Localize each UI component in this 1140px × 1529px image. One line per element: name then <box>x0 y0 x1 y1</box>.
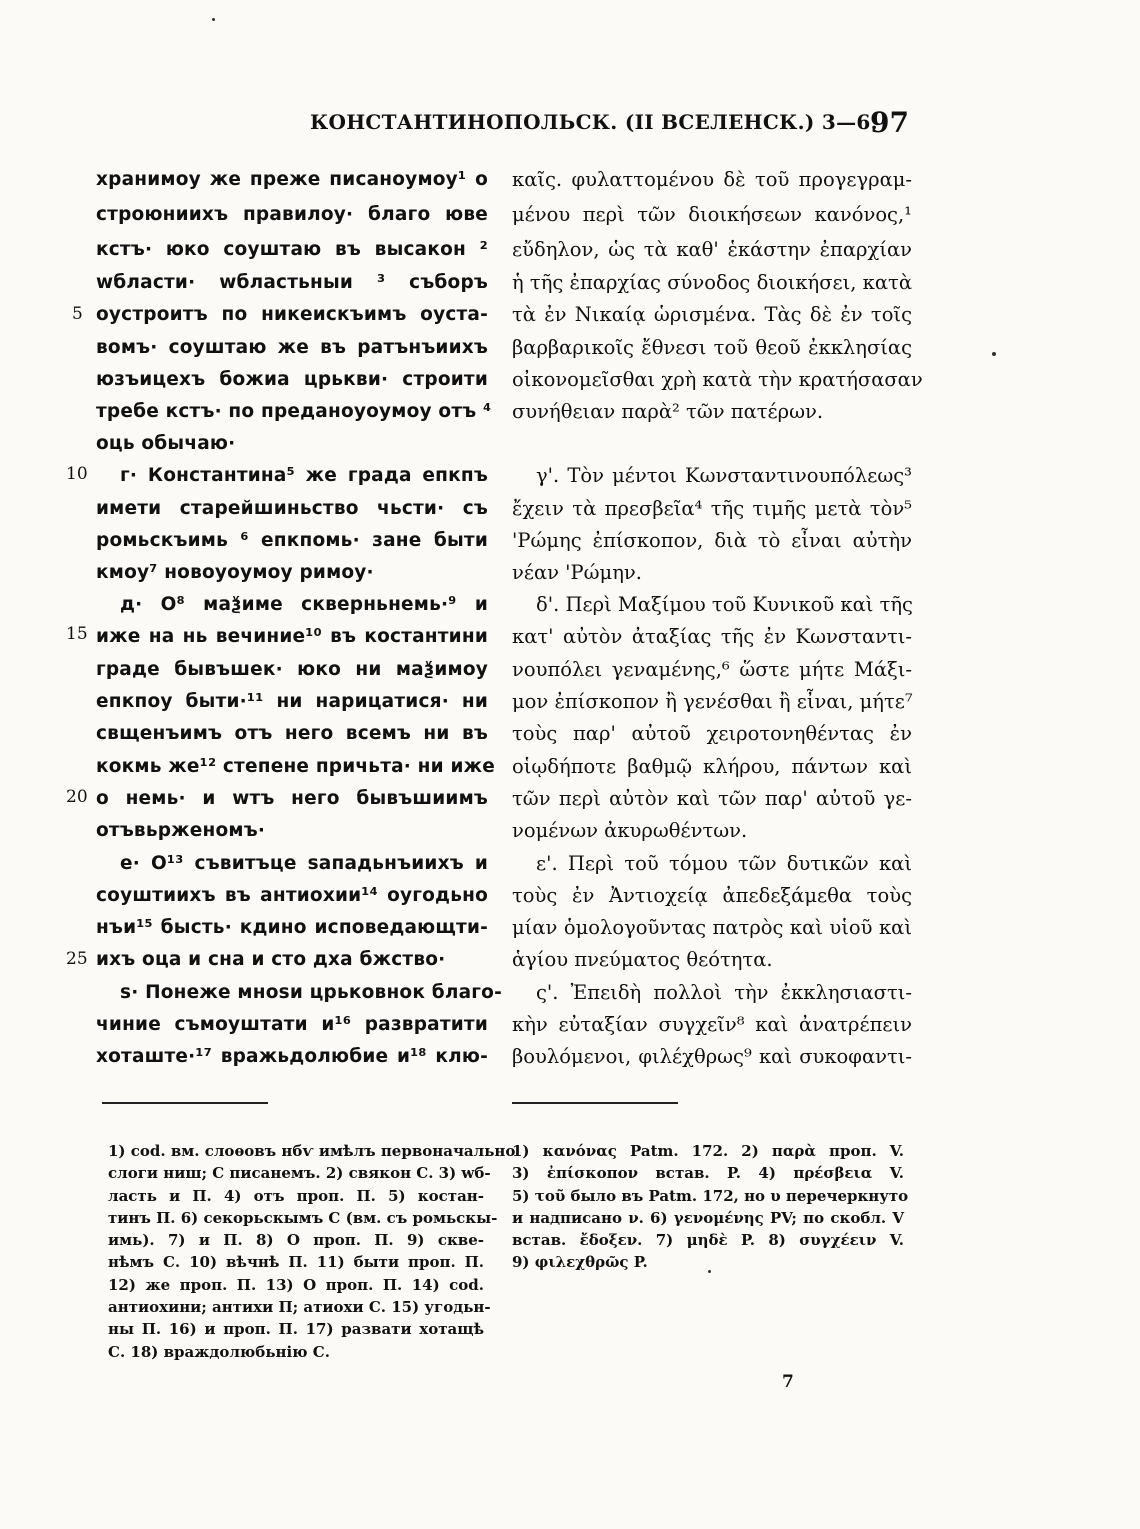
text-line: μον ἐπίσκοπον ἢ γενέσθαι ἢ εἶναι, μήτε⁷ <box>512 690 913 713</box>
footnote-line: слоги ниш; С писанемъ. 2) свякон С. 3) wб- <box>108 1164 491 1183</box>
text-line: строюниихъ правилоу· благо юве <box>96 204 488 225</box>
text-line: ἁγίου πνεύματος θεότητα. <box>512 948 773 971</box>
text-line: καῖς. φυλαττομένου δὲ τοῦ προγεγραμ- <box>512 168 912 191</box>
text-line: τὰ ἐν Νικαίᾳ ὡρισμένα. Τὰς δὲ ἐν τοῖς <box>512 303 912 326</box>
text-line: д· О⁸ маѯиме скверньнемь·⁹ и <box>120 594 488 615</box>
footnote-line: встав. ἔδοξεν. 7) μηδὲ P. 8) συγχέειν V. <box>512 1231 904 1250</box>
text-line: κατ' αὐτὸν ἀταξίας τῆς ἐν Κωνσταντι- <box>512 625 912 648</box>
text-line: кмоу⁷ новоуоумоу римоу· <box>96 562 374 583</box>
text-line: βαρβαρικοῖς ἔθνεσι τοῦ θεοῦ ἐκκλησίας <box>512 336 912 359</box>
text-line: о немь· и wтъ него бывъшиимъ <box>96 788 488 809</box>
text-line: иже на нь вечиние¹⁰ въ костантини <box>96 626 488 647</box>
footnote-line: 3) ἐπίσκοπον встав. P. 4) πρέσβεια V. <box>512 1164 904 1183</box>
text-line: оустроитъ по никеискъимъ оуста- <box>96 304 488 325</box>
text-line: чиние съмоуштати и¹⁶ развратити <box>96 1014 488 1035</box>
ink-speck <box>212 18 215 21</box>
text-line: кстъ· юко соуштаю въ высакон ² <box>96 239 488 260</box>
footnotes-left <box>108 1140 516 1363</box>
text-line: имети старейшиньство чьсти· съ <box>96 498 488 519</box>
footnote-line: 9) φιλεχθρῶς P. <box>512 1253 648 1272</box>
text-line: εὔδηλον, ὡς τὰ καθ' ἑκάστην ἐπαρχίαν <box>512 238 912 261</box>
text-line: συνήθειαν παρὰ² τῶν πατέρων. <box>512 400 824 423</box>
footnote-line: С. 18) враждолюбьнію С. <box>108 1342 330 1361</box>
text-line: соуштиихъ въ антиохии¹⁴ оугодьно <box>96 885 488 906</box>
text-line: хранимоу же преже писаноумоу¹ о <box>96 169 488 190</box>
ink-speck <box>992 352 996 356</box>
text-line: вомъ· соуштаю же въ ратънъиихъ <box>96 337 488 358</box>
running-header: КОНСТАНТИНОПОЛЬСК. (II ВСЕЛЕНСК.) 3—6. <box>310 110 878 134</box>
text-line: отъвьрженомъ· <box>96 820 266 841</box>
signature-mark: 7 <box>782 1372 794 1392</box>
text-line: τοὺς ἐν Ἀντιοχείᾳ ἀπεδεξάμεθα τοὺς <box>512 884 912 907</box>
text-line: γ'. Τὸν μέντοι Κωνσταντινουπόλεως³ <box>536 464 912 487</box>
line-number-25: 25 <box>66 949 88 969</box>
footnote-line: 1) cod. вм. слоѳовъ нбѵ имѣлъ первоначально <box>108 1142 516 1160</box>
text-line: μίαν ὁμολογοῦντας πατρὸς καὶ υἱοῦ καὶ <box>512 916 912 939</box>
text-line: епкпоу быти·¹¹ ни нарицатися· ни <box>96 691 488 712</box>
text-line: граде бывъшек· юко ни маѯимоу <box>96 659 488 680</box>
footnote-line: и надписано ν. 6) γενομένης PV; по скобл. V <box>512 1208 904 1227</box>
text-line: г· Константина⁵ же града епкпъ <box>120 465 488 486</box>
ink-speck <box>708 1270 711 1273</box>
page-number: 97 <box>870 106 909 139</box>
text-line: кокмь же¹² степене причьта· ни иже <box>96 756 495 777</box>
text-line: μένου περὶ τῶν διοικήσεων κανόνος,¹ <box>512 203 912 226</box>
footnote-line: 1) κανόνας Patm. 172. 2) παρὰ проп. V. <box>512 1142 904 1160</box>
footnote-line: тинъ П. 6) секорьскымъ С (вм. съ ромьскы- <box>108 1208 498 1227</box>
footnote-line: 12) же проп. П. 13) О проп. П. 14) cod. <box>108 1275 484 1294</box>
text-line: 'Ρώμης ἐπίσκοπον, διὰ τὸ εἶναι αὐτὴν <box>512 529 912 552</box>
text-line: юзъицехъ божиа црькви· строити <box>96 369 488 390</box>
text-line: κὴν εὐταξίαν συγχεῖν⁸ καὶ ἀνατρέπειν <box>512 1013 912 1036</box>
text-line: νουπόλει γεναμένης,⁶ ὥστε μήτε Μάξι- <box>512 658 912 681</box>
text-line: ѕ· Понеже мноѕи црьковнок благо- <box>120 982 502 1003</box>
text-line: ἡ τῆς ἐπαρχίας σύνοδος διοικήσει, κατὰ <box>512 271 912 294</box>
line-number-15: 15 <box>66 624 88 644</box>
line-number-20: 20 <box>66 787 88 807</box>
text-line: οἰκονομεῖσθαι χρὴ κατὰ τὴν κρατήσασαν <box>512 368 923 391</box>
text-line: wбласти· wбластьныи ³ съборъ <box>96 272 488 293</box>
footnote-separator-right <box>512 1102 678 1104</box>
text-line: ε'. Περὶ τοῦ τόμου τῶν δυτικῶν καὶ <box>536 852 912 875</box>
text-line: свщенъимъ отъ него всемъ ни въ <box>96 723 488 744</box>
text-line: ἔχειν τὰ πρεσβεῖα⁴ τῆς τιμῆς μετὰ τὸν⁵ <box>512 497 912 520</box>
footnote-line: ны П. 16) и проп. П. 17) развати хотащѣ <box>108 1320 484 1339</box>
text-line: е· О¹³ съвитъце ѕападьнъиихъ и <box>120 853 488 874</box>
text-line: требе кстъ· по преданоуоумоу отъ ⁴ <box>96 401 492 422</box>
footnote-line: нѣмъ С. 10) вѣчнѣ П. 11) быти проп. П. <box>108 1253 484 1272</box>
text-line: βουλόμενοι, φιλέχθρως⁹ καὶ συκοφαντι- <box>512 1045 912 1068</box>
text-line: οἱῳδήποτε βαθμῷ κλήρου, πάντων καὶ <box>512 755 912 778</box>
text-line: хоташте·¹⁷ вражьдолюбие и¹⁸ клю- <box>96 1046 488 1067</box>
text-line: оць обычаю· <box>96 433 236 454</box>
footnote-line: ласть и П. 4) отъ проп. П. 5) костан- <box>108 1186 484 1205</box>
text-line: ихъ оца и сна и сто дха бжство· <box>96 949 446 970</box>
text-line: νομένων ἀκυρωθέντων. <box>512 819 748 842</box>
footnote-separator-left <box>102 1102 268 1104</box>
text-line: ς'. Ἐπειδὴ πολλοὶ τὴν ἐκκλησιαστι- <box>536 981 912 1004</box>
footnote-line: имь). 7) и П. 8) О проп. П. 9) скве- <box>108 1231 484 1250</box>
footnote-line: 5) τοῦ было въ Patm. 172, но υ перечеркнуто <box>512 1186 909 1205</box>
text-line: τῶν περὶ αὐτὸν καὶ τῶν παρ' αὐτοῦ γε- <box>512 787 912 810</box>
text-line: ромьскъимь ⁶ епкпомь· зане быти <box>96 530 488 551</box>
text-line: нъи¹⁵ бысть· кдино исповедающти- <box>96 917 488 938</box>
footnotes-right <box>512 1140 909 1274</box>
text-line: δ'. Περὶ Μαξίμου τοῦ Κυνικοῦ καὶ τῆς <box>536 593 913 616</box>
text-line: τοὺς παρ' αὐτοῦ χειροτονηθέντας ἐν <box>512 722 912 745</box>
line-number-10: 10 <box>66 464 88 484</box>
text-line: νέαν 'Ρώμην. <box>512 561 642 584</box>
line-number-5: 5 <box>72 304 83 324</box>
footnote-line: антиохини; антихи П; атиохи С. 15) угодьн- <box>108 1298 491 1317</box>
